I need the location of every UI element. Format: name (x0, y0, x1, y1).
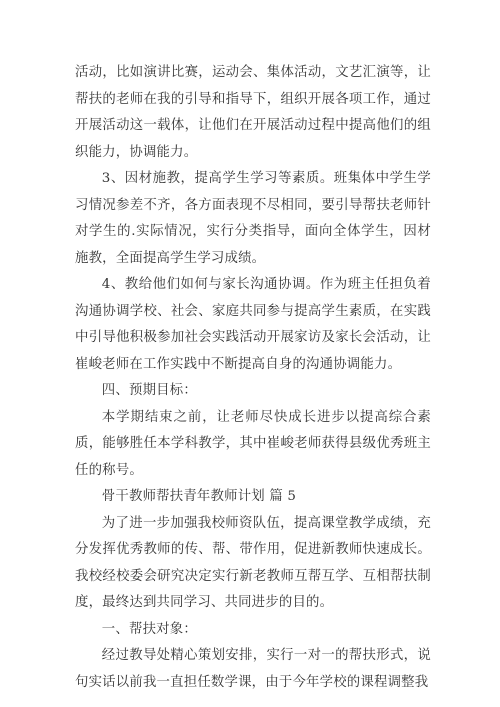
paragraph-activities: 活动，比如演讲比赛，运动会、集体活动，文艺汇演等，让帮扶的老师在我的引导和指导下，组织开展各项工作，通过开展活动这一载体，让他们在开展活动过程中提高他们的组织能力，协调能力。 (75, 65, 431, 160)
paragraph-parent-communication: 4、教给他们如何与家长沟通协调。作为班主任担负着沟通协调学校、社会、家庭共同参与提高学生素质，在实践中引导他积极参加社会实践活动开展家访及家长会活动，让崔峻老师在工作实践中不断提高自身的沟通协调能力。 (75, 277, 431, 372)
paragraph-teach-by-aptitude: 3、因材施教，提高学生学习等素质。班集体中学生学习情况参差不齐，各方面表现不尽相同，要引导帮扶老师针对学生的.实际情况，实行分类指导，面向全体学生，因材施教，全面提高学生学习成绩。 (75, 171, 431, 266)
paragraph-plan-purpose: 为了进一步加强我校师资队伍，提高课堂教学成绩，充分发挥优秀教师的传、帮、带作用，促进新教师快速成长。我校经校委会研究决定实行新老教师互帮互学、互相帮扶制度，最终达到共同学习、共同进步的目的。 (75, 515, 431, 610)
section-heading-expected-goals: 四、预期目标： (101, 383, 197, 398)
paragraph-assistance-target: 经过教导处精心策划安排，实行一对一的帮扶形式，说句实话以前我一直担任数学课，由于今年学校的课程调整我 (75, 648, 431, 690)
article-title-plan-5: 骨干教师帮扶青年教师计划 篇 5 (101, 489, 297, 504)
document-body (75, 60, 431, 696)
section-heading-assistance-target: 一、帮扶对象： (101, 621, 197, 637)
paragraph-expected-goals: 本学期结束之前，让老师尽快成长进步以提高综合素质，能够胜任本学科教学，其中崔峻老师获得县级优秀班主任的称号。 (75, 409, 431, 478)
